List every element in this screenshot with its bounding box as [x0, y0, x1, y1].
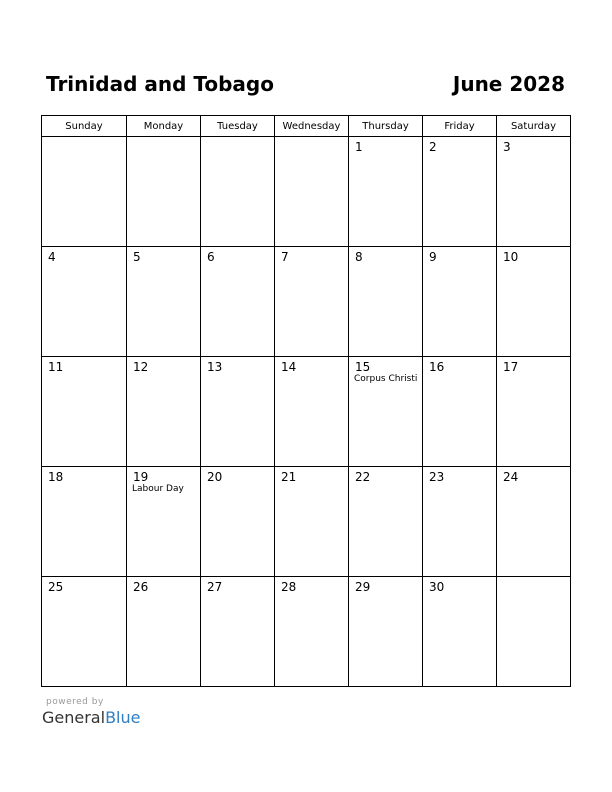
day-cell — [349, 467, 423, 577]
day-number: 10 — [503, 250, 519, 264]
day-cell — [127, 357, 201, 467]
day-cell — [127, 577, 201, 687]
day-cell — [497, 247, 571, 357]
logo-blue-text: Blue — [105, 708, 141, 727]
day-number: 3 — [503, 140, 511, 154]
day-number: 25 — [48, 580, 64, 594]
holiday-label: Corpus Christi — [354, 374, 418, 384]
day-number: 23 — [429, 470, 445, 484]
day-number — [127, 137, 200, 140]
day-number: 2 — [429, 140, 437, 154]
country-title: Trinidad and Tobago — [46, 72, 274, 96]
day-cell — [201, 467, 275, 577]
day-number: 22 — [355, 470, 371, 484]
day-number: 18 — [48, 470, 64, 484]
day-cell — [497, 577, 571, 687]
day-cell — [275, 137, 349, 247]
weekday-header: Tuesday — [201, 116, 275, 137]
day-cell — [349, 577, 423, 687]
day-cell — [127, 137, 201, 247]
day-number — [201, 137, 274, 140]
day-number: 20 — [207, 470, 223, 484]
day-cell — [201, 137, 275, 247]
day-cell — [275, 357, 349, 467]
day-cell — [42, 467, 127, 577]
weekday-header: Sunday — [42, 116, 127, 137]
day-number: 24 — [503, 470, 519, 484]
week-row — [42, 467, 571, 577]
day-number: 4 — [48, 250, 56, 264]
day-number: 30 — [429, 580, 445, 594]
day-number — [42, 137, 126, 140]
day-cell — [275, 467, 349, 577]
day-number: 26 — [133, 580, 149, 594]
weekday-header: Saturday — [497, 116, 571, 137]
week-row — [42, 137, 571, 247]
day-number: 8 — [355, 250, 363, 264]
day-cell — [423, 247, 497, 357]
generalblue-logo[interactable] — [42, 709, 140, 727]
day-number: 16 — [429, 360, 445, 374]
month-year-title: June 2028 — [452, 72, 565, 96]
day-cell — [127, 247, 201, 357]
day-cell — [201, 357, 275, 467]
day-number: 1 — [355, 140, 363, 154]
weekday-header: Monday — [127, 116, 201, 137]
calendar-grid — [41, 115, 571, 687]
weekday-header: Thursday — [349, 116, 423, 137]
day-number: 21 — [281, 470, 297, 484]
day-cell — [42, 137, 127, 247]
day-number: 7 — [281, 250, 289, 264]
day-cell — [201, 577, 275, 687]
holiday-label: Labour Day — [132, 484, 184, 494]
day-number: 29 — [355, 580, 371, 594]
day-cell — [497, 467, 571, 577]
week-row — [42, 577, 571, 687]
day-cell — [423, 467, 497, 577]
weekday-header: Wednesday — [275, 116, 349, 137]
day-cell — [497, 137, 571, 247]
day-number: 11 — [48, 360, 64, 374]
day-number: 15 — [355, 360, 371, 374]
day-number: 27 — [207, 580, 223, 594]
week-row — [42, 357, 571, 467]
day-cell — [349, 247, 423, 357]
day-number: 13 — [207, 360, 223, 374]
day-number: 19 — [133, 470, 149, 484]
day-cell — [42, 577, 127, 687]
day-cell — [423, 137, 497, 247]
day-number — [497, 577, 570, 580]
day-cell — [349, 357, 423, 467]
day-number — [275, 137, 348, 140]
day-cell — [42, 357, 127, 467]
day-number: 28 — [281, 580, 297, 594]
day-cell — [201, 247, 275, 357]
logo-general-text: General — [42, 708, 106, 727]
day-cell — [42, 247, 127, 357]
day-cell — [349, 137, 423, 247]
day-number: 17 — [503, 360, 519, 374]
day-cell — [275, 577, 349, 687]
day-number: 6 — [207, 250, 215, 264]
day-number: 9 — [429, 250, 437, 264]
powered-by-text: powered by — [46, 697, 104, 707]
day-cell — [423, 577, 497, 687]
day-cell — [275, 247, 349, 357]
day-number: 14 — [281, 360, 297, 374]
week-row — [42, 247, 571, 357]
day-number: 5 — [133, 250, 141, 264]
day-cell — [423, 357, 497, 467]
day-cell — [497, 357, 571, 467]
weekday-header-row — [42, 116, 571, 137]
day-cell — [127, 467, 201, 577]
day-number: 12 — [133, 360, 149, 374]
weekday-header: Friday — [423, 116, 497, 137]
